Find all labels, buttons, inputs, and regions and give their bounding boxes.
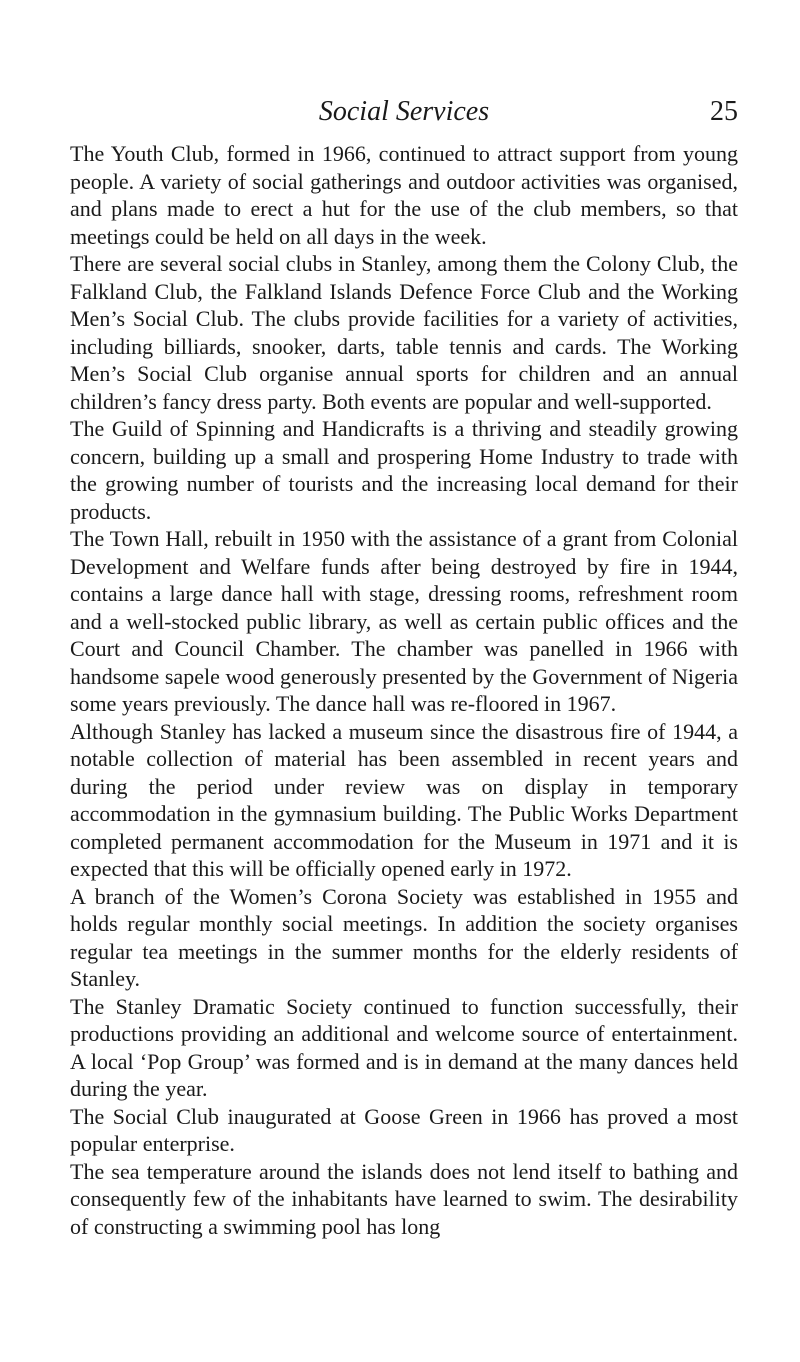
paragraph-womens-corona-society: A branch of the Women’s Corona Society was established in 1955 and holds regular monthly social meetings. In addition the society organises regular tea meetings in the summer months for the elderly residents of Stanley.: [70, 883, 738, 991]
paragraph-swimming: The sea temperature around the islands does not lend itself to bathing and consequently few of the inhabitants have learned to swim. The desirability of constructing a swimming pool has long: [70, 1158, 738, 1239]
paragraph-museum: Although Stanley has lacked a museum since the disastrous fire of 1944, a notable collection of material has been assembled in recent years and during the period under review was on display in temporary accommodation in the gymnasium building. The Public Works Department completed permanent accommodation for the Museum in 1971 and it is expected that this will be officially opened early in 1972.: [70, 718, 738, 881]
paragraph-dramatic-society: The Stanley Dramatic Society continued to function successfully, their productions providing an additional and welcome source of entertainment. A local ‘Pop Group’ was formed and is in demand at the many dances held during the year.: [70, 993, 738, 1101]
body-text: [70, 140, 738, 1240]
running-title: Social Services: [318, 96, 490, 127]
paragraph-guild-of-spinning: The Guild of Spinning and Handicrafts is a thriving and steadily growing concern, building up a small and prospering Home Industry to trade with the growing number of tourists and the increasing local demand for their products.: [70, 416, 738, 524]
paragraph-social-clubs: There are several social clubs in Stanley, among them the Colony Club, the Falkland Club, the Falkland Islands Defence Force Club and the Working Men’s Social Club. The clubs provide facilities for a variety of activities, including billiards, snooker, darts, table tennis and cards. The Working Men’s Social Club organise annual sports for children and an annual children’s fancy dress party. Both events are popular and well-supported.: [70, 251, 738, 414]
paragraph-town-hall: The Town Hall, rebuilt in 1950 with the assistance of a grant from Colonial Development and Welfare funds after being destroyed by fire in 1944, contains a large dance hall with stage, dressing rooms, refreshment room and a well-stocked public library, as well as certain public offices and the Court and Council Chamber. The chamber was panelled in 1966 with handsome sapele wood generously presented by the Government of Nigeria some years previously. The dance hall was re-floored in 1967.: [70, 526, 738, 716]
paragraph-goose-green-club: The Social Club inaugurated at Goose Green in 1966 has proved a most popular enterprise.: [70, 1103, 738, 1156]
page-number: 25: [710, 96, 738, 127]
paragraph-youth-club: The Youth Club, formed in 1966, continued to attract support from young people. A variety of social gatherings and outdoor activities was organised, and plans made to erect a hut for the use of the club members, so that meetings could be held on all days in the week.: [70, 141, 738, 249]
running-header: [70, 92, 738, 132]
